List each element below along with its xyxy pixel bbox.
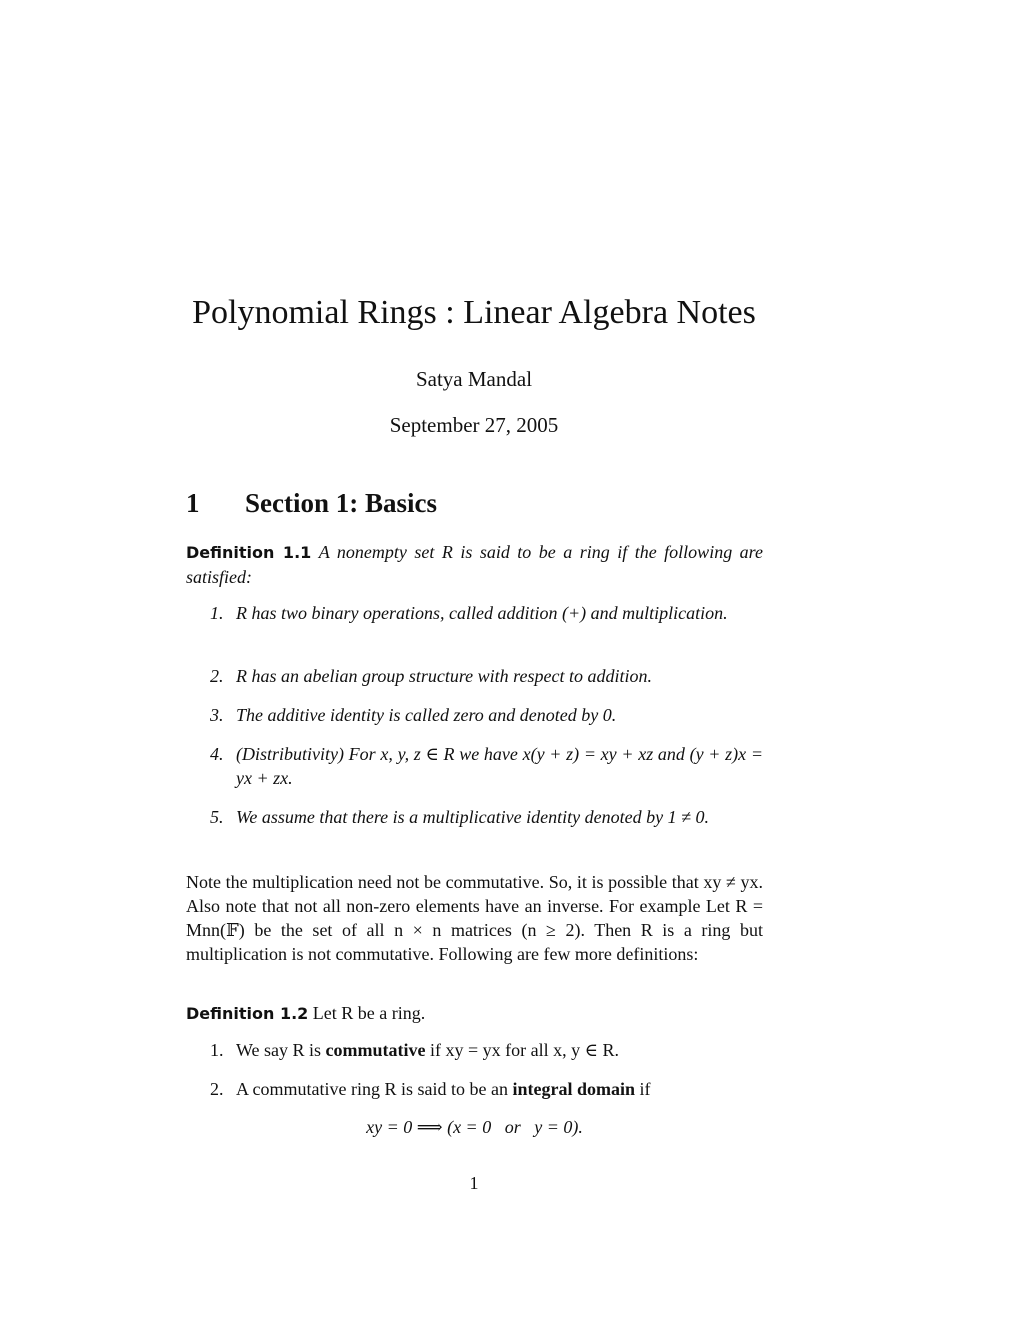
date: September 27, 2005 <box>389 413 559 437</box>
list-item <box>210 703 763 727</box>
list-item-label: 5. <box>210 807 224 827</box>
list-item <box>210 1038 763 1062</box>
section-heading <box>186 488 437 519</box>
list-item-label: 1. <box>210 603 224 623</box>
list-item-text: The additive identity is called zero and denoted by 0. <box>236 705 617 725</box>
list-item <box>210 742 763 790</box>
list-item-label: 1. <box>210 1040 224 1060</box>
list-item-label: 3. <box>210 705 224 725</box>
list-item <box>210 664 763 688</box>
list-item-label: 2. <box>210 1079 224 1099</box>
list-item <box>210 1077 763 1101</box>
list-item-text: (Distributivity) For x, y, z ∈ R we have x(y + z) = xy + xz and (y + z)x = yx + zx. <box>236 744 763 788</box>
definition-1-1 <box>186 540 763 589</box>
list-item-label: 4. <box>210 744 224 764</box>
definition-1-2 <box>186 1001 763 1026</box>
definition-label: Definition 1.1 <box>186 543 312 562</box>
list-item-text: We assume that there is a multiplicative identity denoted by 1 ≠ 0. <box>236 807 709 827</box>
definition-text: A nonempty set R is said to be a ring if the following are satisfied: <box>186 542 763 587</box>
text-post: if xy = yx for all x, y ∈ R. <box>430 1040 619 1060</box>
list-item-label: 2. <box>210 666 224 686</box>
author: Satya Mandal <box>415 367 533 391</box>
list-item <box>210 601 763 625</box>
note-paragraph: Note the multiplication need not be commutative. So, it is possible that xy ≠ yx. Also note that not all non-zero elements have an inverse. For example Let R = Mnn(𝔽) be the set of all n × n matrices (n ≥ 2). Then R is a ring but multiplication is not commutative. Following are few more definitions: <box>186 872 763 964</box>
text-post: if <box>639 1079 651 1099</box>
definition-label: Definition 1.2 <box>186 1004 309 1023</box>
display-equation: xy = 0 ⟹ (x = 0 or y = 0). <box>366 1117 583 1137</box>
term-integral-domain: integral domain <box>512 1079 635 1099</box>
definition-text: Let R be a ring. <box>312 1003 426 1023</box>
page-number: 1 <box>469 1173 479 1193</box>
text-pre: A commutative ring R is said to be an <box>236 1079 508 1099</box>
term-commutative: commutative <box>325 1040 426 1060</box>
list-item-text: R has two binary operations, called addition (+) and multiplication. <box>236 603 728 623</box>
text-pre: We say R is <box>236 1040 322 1060</box>
section-title: Section 1: Basics <box>245 488 437 518</box>
list-item-text <box>236 1038 763 1062</box>
list-item-text <box>236 1077 763 1101</box>
document-title: Polynomial Rings : Linear Algebra Notes <box>192 294 756 331</box>
section-number: 1 <box>186 488 200 518</box>
list-item <box>210 805 763 829</box>
list-item-text: R has an abelian group structure with respect to addition. <box>236 666 652 686</box>
